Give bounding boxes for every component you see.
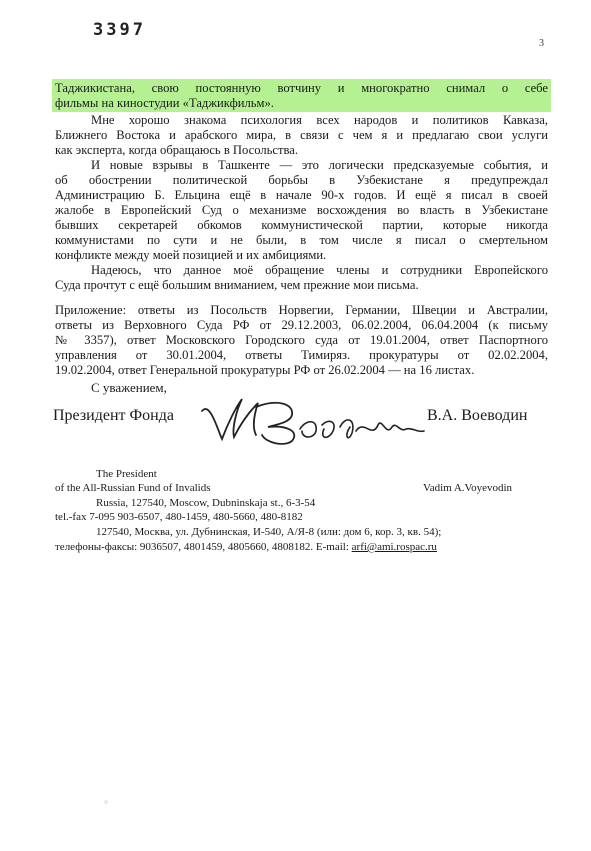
footer-phones: телефоны-факсы: 9036507, 4801459, 4805660, 4808182. E-mail: xyxy=(55,541,352,553)
body-line-1: Таджикистана, свою постоянную вотчину и многократно снимал о себе xyxy=(55,81,548,95)
closing: С уважением, xyxy=(91,380,167,395)
body-line-13: Надеюсь, что данное моё обращение члены и сотрудники Европейского xyxy=(91,263,548,277)
signature-title: Президент Фонда xyxy=(53,407,174,424)
body-line-10: бывших секретарей обкомов коммунистической партии, которые никогда xyxy=(55,218,548,232)
attachment-line-1: Приложение: ответы из Посольств Норвегии, Германии, Швеции и Австралии, xyxy=(55,303,548,317)
body-line-12: конфликте между моей позицией и их амбициями. xyxy=(55,248,327,262)
body-line-2: фильмы на киностудии «Таджикфильм». xyxy=(55,96,274,110)
scan-artifact xyxy=(104,800,108,804)
footer-title: The President xyxy=(96,468,157,480)
body-line-6: И новые взрывы в Ташкенте — это логически предсказуемые события, и xyxy=(91,158,548,172)
handwritten-signature xyxy=(196,389,426,449)
body-line-3: Мне хорошо знакома психология всех народов и политиков Кавказа, xyxy=(91,113,548,127)
body-line-9: жалобе в Европейский Суд о механизме восхождения во власть в Узбекистане xyxy=(55,203,548,217)
attachment-line-4: управления от 30.01.2004, ответы Тимиряз. прокуратуры от 02.02.2004, xyxy=(55,348,548,362)
attachment-line-2: ответы из Верховного Суда РФ от 29.12.2003, 06.02.2004, 06.04.2004 (к письму xyxy=(55,318,548,332)
document-number: 3397 xyxy=(93,20,146,40)
footer-address-ru: 127540, Москва, ул. Дубнинская, И-540, А/Я-8 (или: дом 6, кор. 3, кв. 54); xyxy=(96,526,442,538)
attachment-line-3: № 3357), ответ Московского Городского суда от 19.01.2004, ответ Паспортного xyxy=(55,333,548,347)
body-line-4: Ближнего Востока и арабского мира, в связи с чем я и предлагаю свои услуги xyxy=(55,128,548,142)
page-number: 3 xyxy=(539,38,544,49)
body-line-14: Суда прочтут с ещё большим вниманием, чем прежние мои письма. xyxy=(55,278,419,292)
footer-org: of the All-Russian Fund of Invalids xyxy=(55,482,211,494)
footer-tel-en: tel.-fax 7-095 903-6507, 480-1459, 480-5660, 480-8182 xyxy=(55,511,303,523)
signer-name: В.А. Воеводин xyxy=(427,407,528,424)
email-link[interactable]: arfi@ami.rospac.ru xyxy=(351,541,437,553)
body-line-11: коммунистами по сути и не были, в том числе я писал о смертельном xyxy=(55,233,548,247)
attachment-line-5: 19.02.2004, ответ Генеральной прокуратуры РФ от 26.02.2004 — на 16 листах. xyxy=(55,363,475,377)
footer-contacts-ru xyxy=(55,540,437,555)
footer-address-en: Russia, 127540, Moscow, Dubninskaja st., 6-3-54 xyxy=(96,497,316,509)
body-line-7: об обострении политической борьбы в Узбекистане я предупреждал xyxy=(55,173,548,187)
body-line-5: как эксперта, когда обращаюсь в Посольства. xyxy=(55,143,298,157)
body-line-8: Администрацию Б. Ельцина ещё в начале 90-х годов. И ещё я писал в своей xyxy=(55,188,548,202)
footer-signer-en: Vadim A.Voyevodin xyxy=(423,482,513,494)
